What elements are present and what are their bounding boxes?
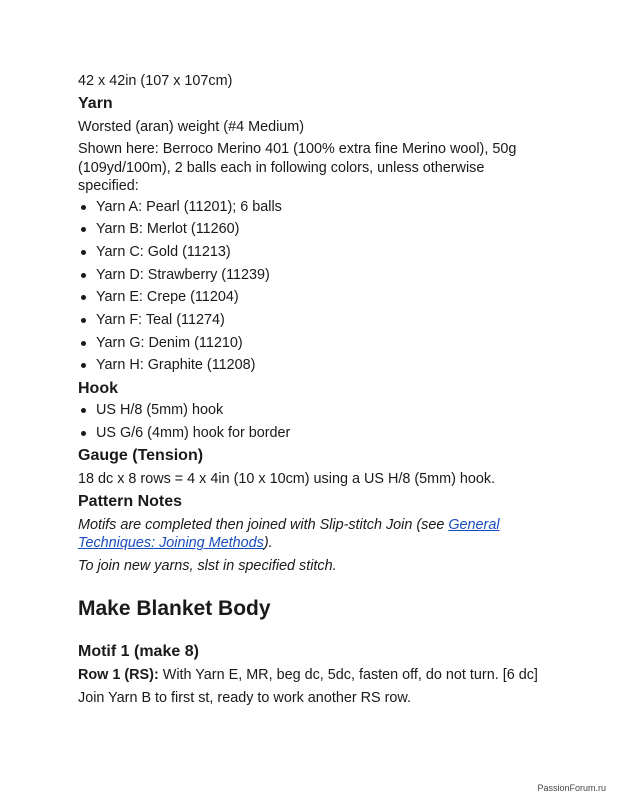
yarn-shown-here: Shown here: Berroco Merino 401 (100% extra fine Merino wool), 50g (109yd/100m), 2 balls each in following colors, unless otherwise specified:: [78, 141, 517, 194]
list-item: Yarn G: Denim (11210): [78, 334, 548, 353]
motif-1-heading: Motif 1 (make 8): [78, 643, 199, 661]
gauge-heading: Gauge (Tension): [78, 447, 204, 465]
list-item: Yarn D: Strawberry (11239): [78, 266, 548, 285]
make-blanket-body-heading: Make Blanket Body: [78, 597, 271, 621]
list-item: Yarn F: Teal (11274): [78, 311, 548, 330]
gauge-text: 18 dc x 8 rows = 4 x 4in (10 x 10cm) using a US H/8 (5mm) hook.: [78, 471, 496, 488]
hook-heading: Hook: [78, 380, 118, 397]
list-item: Yarn H: Graphite (11208): [78, 356, 548, 375]
general-techniques-link[interactable]: General Techniques: Joining Methods: [78, 516, 500, 552]
list-item: Yarn E: Crepe (11204): [78, 288, 548, 307]
pattern-notes-heading: Pattern Notes: [78, 492, 183, 510]
hook-list: [78, 401, 548, 442]
note-text: Motifs are completed then joined with Slip-stitch Join (see: [78, 516, 449, 533]
list-item: Yarn A: Pearl (11201); 6 balls: [78, 198, 548, 217]
row-text: With Yarn E, MR, beg dc, 5dc, fasten off, do not turn. [6 dc]: [158, 667, 538, 684]
note-text: ).: [263, 535, 273, 552]
pattern-page: [78, 72, 548, 707]
finished-size: 42 x 42in (107 x 107cm): [78, 73, 233, 89]
watermark-footer: PassionForum.ru: [537, 783, 606, 793]
join-instruction: Join Yarn B to first st, ready to work another RS row.: [78, 689, 411, 706]
row-label: Row 1 (RS):: [78, 667, 159, 684]
yarn-heading: Yarn: [78, 94, 113, 112]
pattern-note-1: [78, 516, 548, 553]
yarn-weight: Worsted (aran) weight (#4 Medium): [78, 118, 305, 135]
list-item: Yarn B: Merlot (11260): [78, 220, 548, 239]
list-item: US G/6 (4mm) hook for border: [78, 424, 548, 443]
list-item: US H/8 (5mm) hook: [78, 401, 548, 420]
yarn-color-list: [78, 198, 548, 375]
pattern-note-2: To join new yarns, slst in specified stitch.: [78, 557, 337, 574]
list-item: Yarn C: Gold (11213): [78, 243, 548, 262]
row-1-instruction: [78, 666, 548, 685]
